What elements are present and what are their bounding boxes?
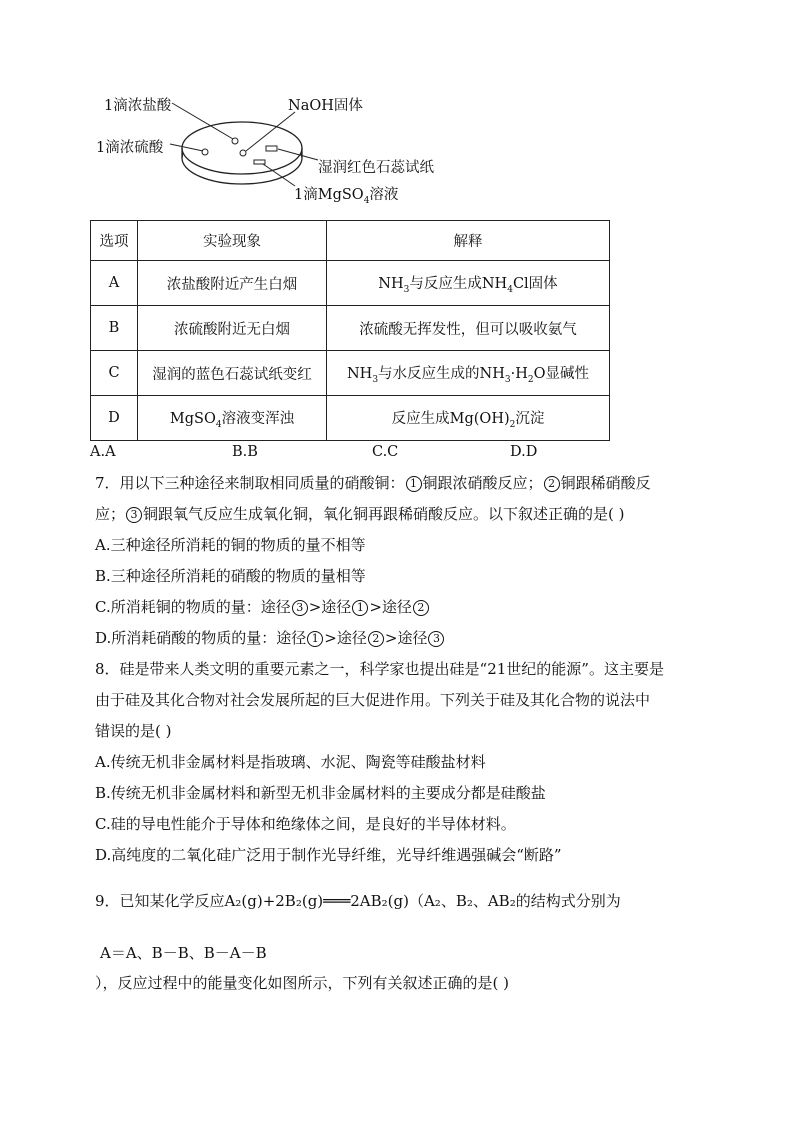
- q8-option-a[interactable]: A.传统无机非金属材料是指玻璃、水泥、陶瓷等硅酸盐材料: [95, 753, 486, 771]
- q7-option-d[interactable]: D.所消耗硝酸的物质的量：途径 1 >途径 2 >途径 3: [95, 623, 445, 654]
- choice-a[interactable]: A.A: [90, 444, 116, 460]
- litmus-paper: [266, 146, 277, 151]
- q7-option-c[interactable]: C.所消耗铜的物质的量：途径 3 >途径 1 >途径 2: [95, 592, 430, 623]
- label-naoh: NaOH固体: [288, 98, 363, 114]
- header-phenomenon: 实验现象: [138, 221, 327, 261]
- table-row: [91, 396, 610, 441]
- row-option: D: [91, 396, 138, 441]
- header-option: 选项: [91, 221, 138, 261]
- row-explanation: $NH_3$与反应生成$NH_4Cl$固体: [327, 261, 610, 306]
- row-option: A: [91, 261, 138, 306]
- q7-stem-line1: 7．用以下三种途径来制取相同质量的硝酸铜： 1 铜跟浓硝酸反应； 2 铜跟稀硝酸反: [95, 474, 651, 492]
- row-option: B: [91, 306, 138, 351]
- q7-option-a[interactable]: A.三种途径所消耗的铜的物质的量不相等: [95, 536, 366, 554]
- q9-stem-line1: 9．已知某化学反应A₂(g)+2B₂(g)═══2AB₂(g)（A₂、B₂、AB₂的结构式分别为: [95, 892, 621, 910]
- row-option: C: [91, 351, 138, 396]
- dish-rim: [182, 122, 302, 174]
- reaction-equation: A₂(g)+2B₂(g)═══2AB₂(g): [224, 892, 409, 910]
- q9-stem-line3: ），反应过程中的能量变化如图所示，下列有关叙述正确的是( ): [95, 974, 509, 992]
- table-header-row: [91, 221, 610, 261]
- row-phenomenon: 湿润的蓝色石蕊试纸变红: [138, 351, 327, 396]
- q7-stem-line2: 应； 3 铜跟氧气反应生成氧化铜，氧化铜再跟稀硝酸反应。以下叙述正确的是( ): [95, 505, 625, 523]
- q9-structural-formulas: A＝A、B－B、B－A－B: [100, 944, 267, 962]
- label-h2so4: 1滴浓硫酸: [96, 140, 164, 156]
- q8-stem-line3: 错误的是( ): [95, 722, 172, 740]
- choice-b[interactable]: B.B: [232, 444, 258, 460]
- row-phenomenon: 浓盐酸附近产生白烟: [138, 261, 327, 306]
- q8-option-c[interactable]: C.硅的导电性能介于导体和绝缘体之间，是良好的半导体材料。: [95, 815, 516, 833]
- mgso4-drop: [254, 160, 265, 164]
- q8-option-b[interactable]: B.传统无机非金属材料和新型无机非金属材料的主要成分都是硅酸盐: [95, 784, 546, 802]
- row-phenomenon: MgSO$_4$溶液变浑浊: [138, 396, 327, 441]
- q8-option-d[interactable]: D.高纯度的二氧化硅广泛用于制作光导纤维，光导纤维遇强碱会“断路”: [95, 846, 562, 864]
- table-row: [91, 351, 610, 396]
- row-explanation: 浓硫酸无挥发性，但可以吸收氨气: [327, 306, 610, 351]
- choice-d[interactable]: D.D: [510, 444, 538, 460]
- table-row: [91, 261, 610, 306]
- table-row: [91, 306, 610, 351]
- label-litmus: 湿润红色石蕊试纸: [318, 160, 434, 176]
- header-explanation: 解释: [327, 221, 610, 261]
- row-explanation: 反应生成$Mg(OH)_2$沉淀: [327, 396, 610, 441]
- row-explanation: $NH_3$与水反应生成的$NH_3\cdot H_2O$显碱性: [327, 351, 610, 396]
- h2so4-drop: [202, 149, 208, 155]
- row-phenomenon: 浓硫酸附近无白烟: [138, 306, 327, 351]
- label-hcl: 1滴浓盐酸: [104, 98, 172, 114]
- choice-c[interactable]: C.C: [372, 444, 399, 460]
- label-mgso4: 1滴MgSO$_4$溶液: [294, 187, 399, 206]
- naoh-solid: [240, 150, 246, 156]
- q8-stem-line2: 由于硅及其化合物对社会发展所起的巨大促进作用。下列关于硅及其化合物的说法中: [95, 691, 651, 709]
- experiment-table: [90, 220, 610, 441]
- q8-stem-line1: 8．硅是带来人类文明的重要元素之一，科学家也提出硅是“21世纪的能源”。这主要是: [95, 660, 664, 678]
- q7-option-b[interactable]: B.三种途径所消耗的硝酸的物质的量相等: [95, 567, 366, 585]
